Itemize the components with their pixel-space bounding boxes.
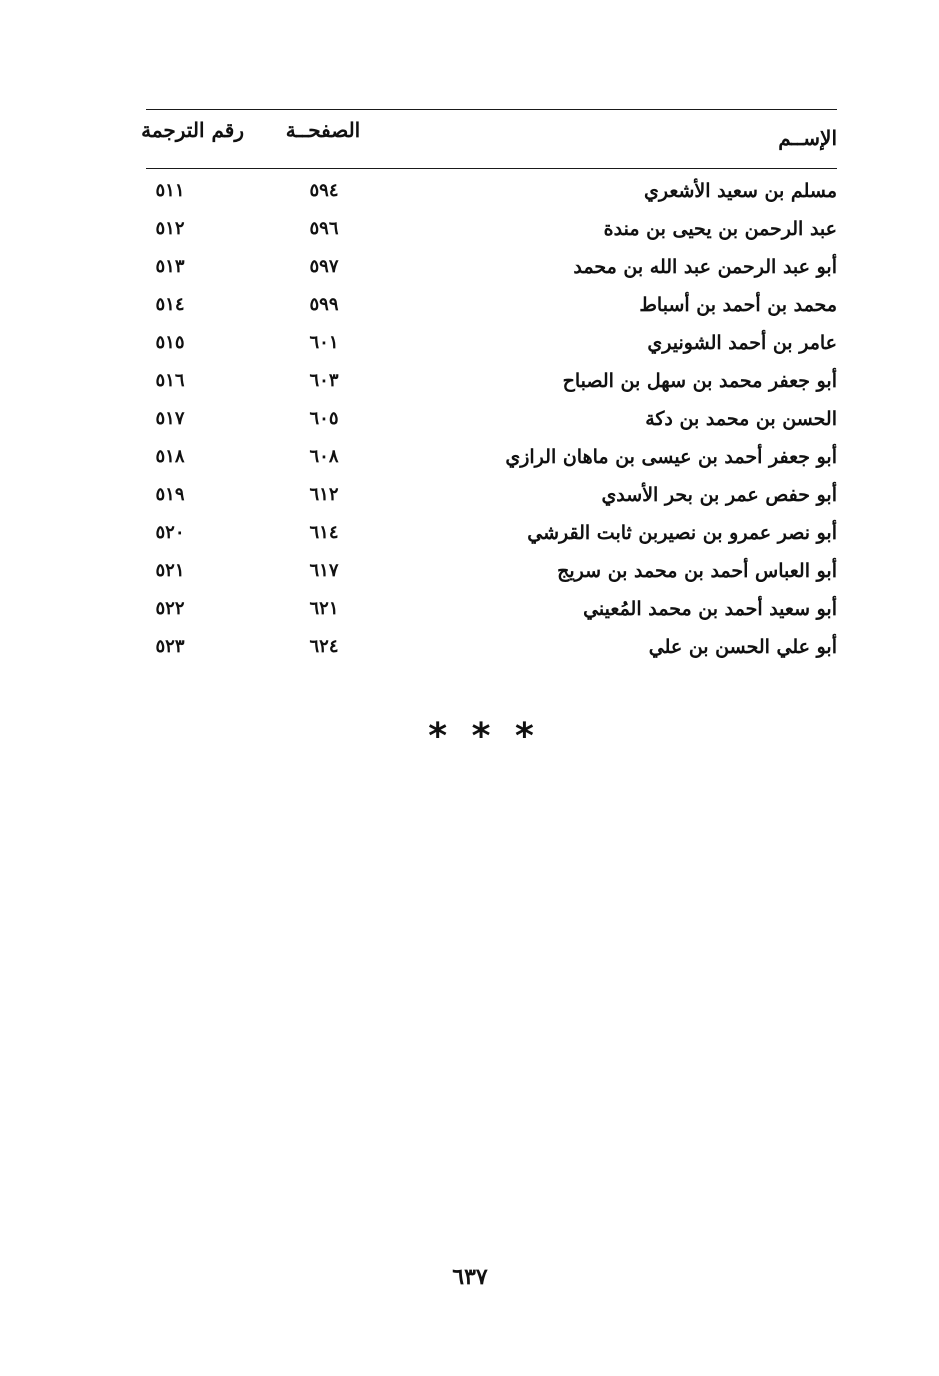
table-row [146,438,837,476]
entry-number: ٥١٤ [155,294,185,315]
section-separator: * * * [428,716,540,757]
column-header-name: الإســم [778,126,837,150]
entry-page: ٦١٧ [309,560,339,581]
table-row [146,362,837,400]
entry-name: أبو جعفر أحمد بن عيسى بن ماهان الرازي [505,446,837,468]
entry-name: أبو حفص عمر بن بحر الأسدي [601,484,837,506]
table-row [146,172,837,210]
entry-name: عامر بن أحمد الشونيري [647,332,837,354]
table-row [146,590,837,628]
table-row [146,286,837,324]
table-row [146,628,837,666]
page-number: ٦٣٧ [452,1264,488,1290]
entry-name: الحسن بن محمد بن دكة [645,408,837,430]
entry-name: أبو جعفر محمد بن سهل بن الصباح [562,370,837,392]
entry-number: ٥٢٠ [155,522,185,543]
table-row [146,514,837,552]
column-header-number: رقم الترجمة [141,118,244,142]
entry-number: ٥١٣ [155,256,185,277]
header-bottom-rule [146,168,837,169]
entry-name: عبد الرحمن بن يحيى بن مندة [603,218,837,240]
entry-page: ٦٠٥ [309,408,339,429]
table-row [146,324,837,362]
table-row [146,248,837,286]
entry-page: ٦٠٨ [309,446,339,467]
entry-name: أبو سعيد أحمد بن محمد المُعيني [583,598,837,620]
column-header-page: الصفحــة [285,118,361,142]
entry-page: ٦٠٣ [309,370,339,391]
entry-page: ٦٠١ [309,332,339,353]
table-row [146,210,837,248]
entry-name: أبو العباس أحمد بن محمد بن سريج [557,560,837,582]
entry-number: ٥١١ [155,180,185,201]
entry-name: محمد بن أحمد بن أسباط [639,294,837,316]
entry-page: ٦٢٤ [309,636,339,657]
entry-page: ٥٩٤ [309,180,339,201]
table-top-rule [146,109,837,110]
table-row [146,476,837,514]
entry-page: ٥٩٩ [309,294,339,315]
table-row [146,400,837,438]
entry-number: ٥١٩ [155,484,185,505]
table-row [146,552,837,590]
entry-number: ٥١٢ [155,218,185,239]
entry-page: ٥٩٧ [309,256,339,277]
entry-page: ٦٢١ [309,598,339,619]
entry-page: ٦١٢ [309,484,339,505]
entry-number: ٥١٦ [155,370,185,391]
entry-number: ٥٢٢ [155,598,185,619]
entry-number: ٥١٥ [155,332,185,353]
entry-number: ٥١٨ [155,446,185,467]
entry-name: مسلم بن سعيد الأشعري [643,180,837,202]
index-table-body [146,172,837,666]
entry-name: أبو نصر عمرو بن نصيربن ثابت القرشي [527,522,837,544]
entry-number: ٥١٧ [155,408,185,429]
entry-page: ٥٩٦ [309,218,339,239]
entry-number: ٥٢١ [155,560,185,581]
entry-name: أبو عبد الرحمن عبد الله بن محمد [573,256,837,278]
entry-name: أبو علي الحسن بن علي [648,636,837,658]
entry-page: ٦١٤ [309,522,339,543]
entry-number: ٥٢٣ [155,636,185,657]
